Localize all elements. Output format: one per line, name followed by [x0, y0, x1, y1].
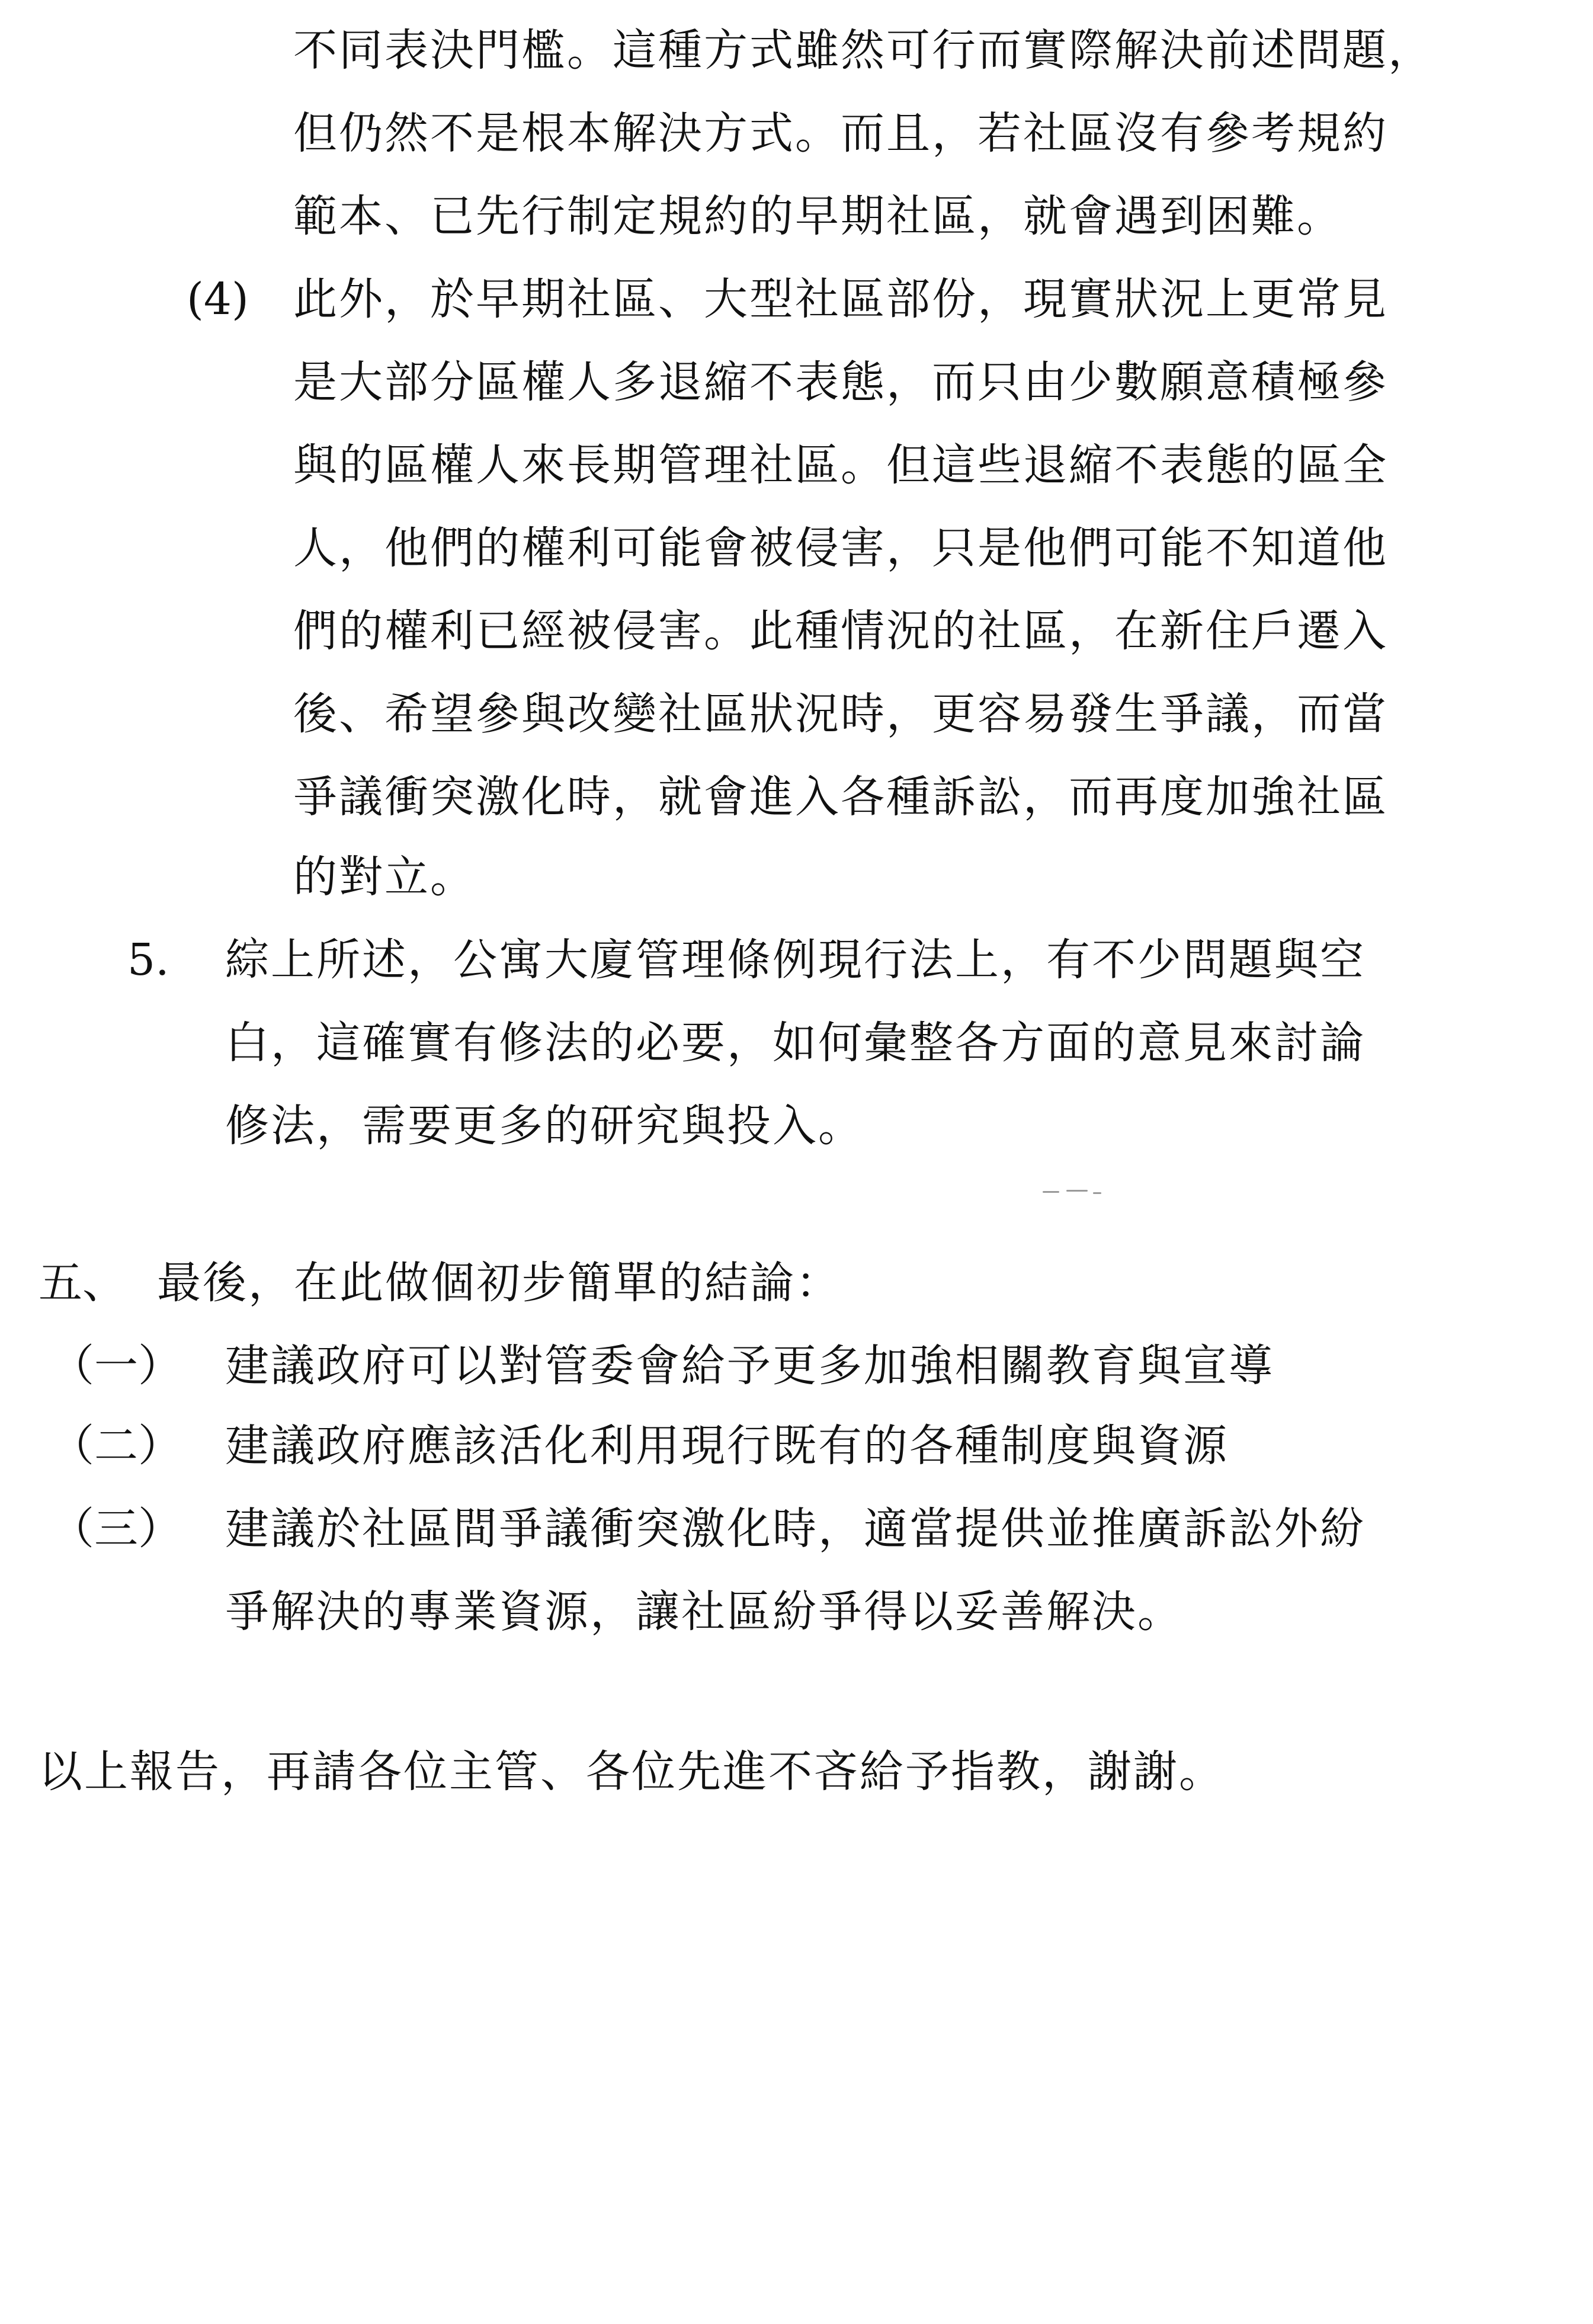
paragraph-line: 但仍然不是根本解決方式。而且，若社區沒有參考規約 — [293, 108, 1388, 159]
list-marker: (4) — [187, 274, 249, 325]
conclusion-marker: （三） — [50, 1503, 182, 1554]
section-heading: 最後，在此做個初步簡單的結論： — [157, 1257, 841, 1308]
list-marker: 5. — [127, 934, 169, 985]
paragraph-line: 人，他們的權利可能會被侵害，只是他們可能不知道他 — [293, 523, 1388, 574]
scan-speck — [1093, 1192, 1101, 1194]
paragraph-line: 範本、已先行制定規約的早期社區，就會遇到困難。 — [293, 191, 1342, 242]
paragraph-line: 後、希望參與改變社區狀況時，更容易發生爭議，而當 — [293, 689, 1388, 740]
paragraph-line: 們的權利已經被侵害。此種情況的社區，在新住戶遷入 — [293, 606, 1388, 657]
paragraph-line: 綜上所述，公寓大廈管理條例現行法上，有不少問題與空 — [225, 934, 1366, 985]
paragraph-line: 與的區權人來長期管理社區。但這些退縮不表態的區全 — [293, 440, 1388, 491]
conclusion-line: 建議於社區間爭議衝突激化時，適當提供並推廣訴訟外紛 — [225, 1503, 1366, 1554]
paragraph-line: 不同表決門檻。這種方式雖然可行而實際解決前述問題， — [293, 25, 1434, 76]
closing-remark: 以上報告，再請各位主管、各位先進不吝給予指教，謝謝。 — [39, 1746, 1225, 1797]
paragraph-line: 此外，於早期社區、大型社區部份，現實狀況上更常見 — [293, 274, 1388, 325]
conclusion-line: 建議政府應該活化利用現行既有的各種制度與資源 — [225, 1420, 1229, 1471]
paragraph-line: 白，這確實有修法的必要，如何彙整各方面的意見來討論 — [225, 1017, 1366, 1068]
conclusion-marker: （一） — [50, 1340, 182, 1391]
paragraph-line: 的對立。 — [293, 852, 476, 902]
paragraph-line: 爭議衝突激化時，就會進入各種訴訟，而再度加強社區 — [293, 772, 1388, 822]
paragraph-line: 修法，需要更多的研究與投入。 — [225, 1100, 864, 1151]
conclusion-marker: （二） — [50, 1420, 182, 1471]
section-marker: 五、 — [39, 1257, 126, 1308]
paragraph-line: 是大部分區權人多退縮不表態，而只由少數願意積極參 — [293, 357, 1388, 408]
scan-speck — [1043, 1191, 1059, 1193]
scan-speck — [1066, 1190, 1088, 1192]
conclusion-line: 建議政府可以對管委會給予更多加強相關教育與宣導 — [225, 1340, 1274, 1391]
conclusion-line: 爭解決的專業資源，讓社區紛爭得以妥善解決。 — [225, 1586, 1183, 1637]
